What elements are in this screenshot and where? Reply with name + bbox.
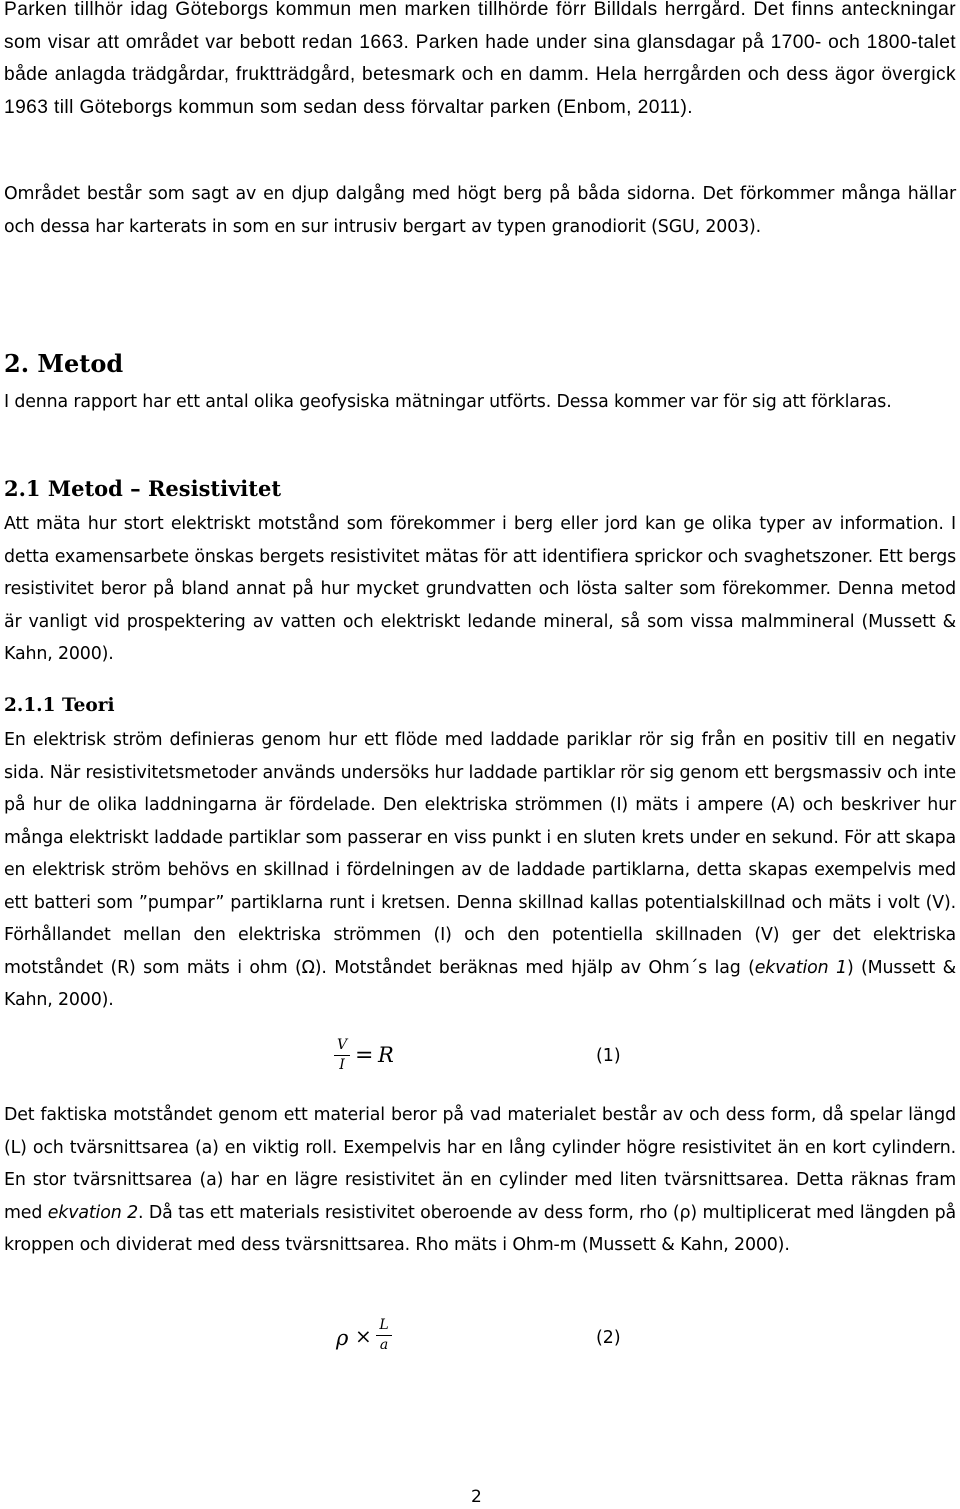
equation-2-fraction <box>376 1318 392 1353</box>
page-number: 2 <box>471 1487 482 1507</box>
theory-text-1: En elektrisk ström definieras genom hur ett flöde med laddade pariklar rör sig från en positiv till en negativ sida. När resistivitetsmetoder används undersöks hur laddade partiklar rör sig genom ett bergsmassiv och inte på hur de olika laddningarna är fördelade. Den elektriska strömmen (I) mäts i ampere (A) och beskriver hur många elektriskt laddade partiklar som passerar en viss punkt i en sluten krets under en sekund. För att skapa en elektrisk ström behövs en skillnad i fördelningen av de laddade partiklarna, detta skapas exempelvis med ett batteri som ”pumpar” partiklarna runt i kretsen. Denna skillnad kallas potentialskillnad och mäts i volt (V). Förhållandet mellan den elektriska strömmen (I) och den potentiella skillnaden (V) ger det elektriska motståndet (R) som mäts i ohm (Ω). Motståndet beräknas med hjälp av Ohm´s lag ( <box>4 730 956 978</box>
intro-paragraph-2: Området består som sagt av en djup dalgång med högt berg på båda sidorna. Det förkommer många hällar och dessa har karterats in som en sur intrusiv bergart av typen granodiorit (SGU, 2003). <box>4 184 956 237</box>
equation-2-denominator: a <box>379 1337 389 1354</box>
equation-1-reference: ekvation 1 <box>754 957 847 978</box>
equation-1-number: (1) <box>596 1046 621 1066</box>
section-2-1-text: Att mäta hur stort elektriskt motstånd som förekommer i berg eller jord kan ge olika typer av information. I detta examensarbete önskas bergets resistivitet mätas för att identifiera sprickor och svaghetszoner. Ett bergs resistivitet beror på bland annat på hur mycket grundvatten och lösta salter som förekommer. Denna metod är vanligt vid prospektering av vatten och elektriskt ledande mineral, så som vissa malmmineral (Mussett & Kahn, 2000). <box>4 514 956 664</box>
theory-text-2-end: . Då tas ett materials resistivitet oberoende av dess form, rho (ρ) multiplicerat med längden på kroppen och dividerat med dess tvärsnittsarea. Rho mäts i Ohm-m (Mussett & Kahn, 2000). <box>4 1202 957 1255</box>
equation-1-denominator: I <box>339 1057 345 1074</box>
equation-1-fraction <box>334 1038 350 1073</box>
theory-paragraph-1 <box>4 724 956 1017</box>
equation-1-numerator: V <box>336 1037 348 1053</box>
equation-2-operator: × <box>355 1324 372 1348</box>
equation-2-numerator: L <box>379 1317 389 1333</box>
theory-paragraph-2 <box>4 1099 956 1262</box>
equation-2-reference: ekvation 2 <box>47 1202 138 1223</box>
equation-1-rhs: R <box>378 1043 394 1067</box>
intro-paragraph-1: Parken tillhör idag Göteborgs kommun men marken tillhörde förr Billdals herrgård. Det finns anteckningar som visar att området var bebott redan 1663. Parken hade under sina glansdagar på 1700- och 1800-talet både anlagda trädgårdar, fruktträdgård, betesmark och en damm. Hela herrgården och dess ägor övergick 1963 till Göteborgs kommun som sedan dess förvaltar parken (Enbom, 2011). <box>4 0 956 119</box>
theory-text-1-end: ) (Mussett & Kahn, 2000). <box>4 957 957 1010</box>
section-2-text: I denna rapport har ett antal olika geofysiska mätningar utförts. Dessa kommer var för sig att förklaras. <box>4 392 892 412</box>
section-2-1-1-heading: 2.1.1 Teori <box>4 695 115 716</box>
theory-text-2: Det faktiska motståndet genom ett material beror på vad materialet består av och dess form, då spelar längd (L) och tvärsnittsarea (a) en viktig roll. Exempelvis har en lång cylinder högre resistivitet än en kort cylindern. En stor tvärsnittsarea (a) har en lägre resistivitet än en cylinder med liten tvärsnittsarea. Detta räknas fram med <box>4 1105 956 1223</box>
section-2-heading: 2. Metod <box>4 349 124 378</box>
fraction-bar <box>334 1055 350 1056</box>
section-2-1-heading: 2.1 Metod – Resistivitet <box>4 476 282 501</box>
equation-1-operator: = <box>355 1043 374 1068</box>
equation-2-lhs: ρ <box>336 1326 349 1350</box>
fraction-bar <box>376 1335 392 1336</box>
equation-2-number: (2) <box>596 1328 621 1348</box>
